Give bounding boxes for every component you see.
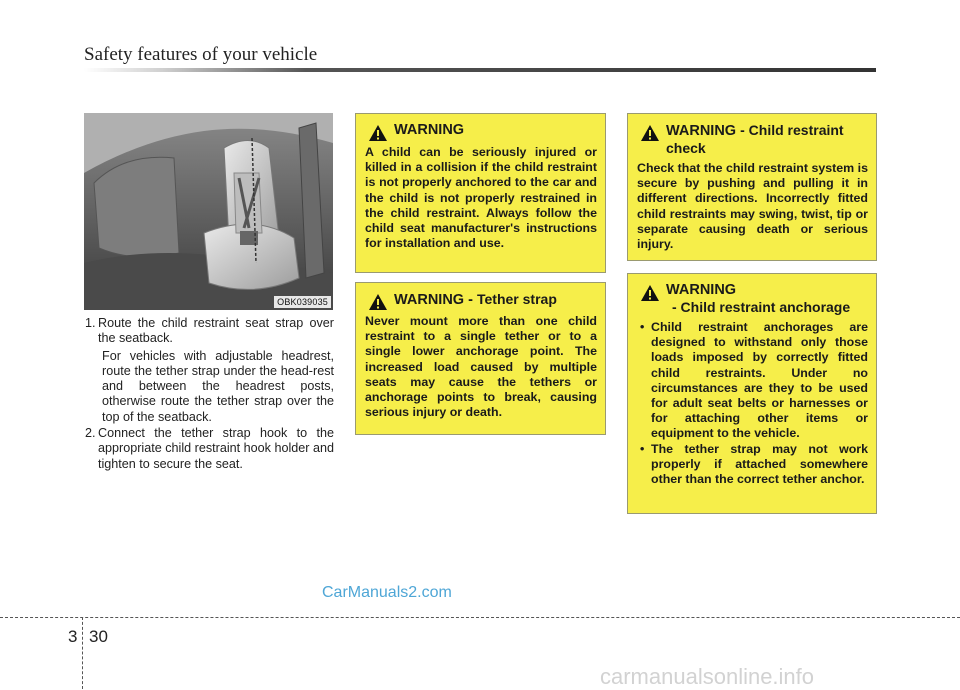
- warning-tether-strap: [355, 282, 606, 435]
- figure-label: OBK039035: [274, 296, 331, 308]
- child-seat-photo: [84, 113, 333, 310]
- warning-body: Never mount more than one child restraint to a single tether or to a single lower anchorage point. The increased load caused by multiple seats may cause the tethers or anchorage points to break, causing serious injury or death.: [365, 314, 597, 420]
- warning-subtitle: Tether strap: [477, 291, 557, 307]
- warning-title: WARNING: [394, 292, 465, 308]
- warning-title: WARNING: [666, 282, 737, 298]
- child-seat-illustration: [84, 113, 333, 310]
- bullet-marker: •: [640, 441, 645, 456]
- warning-child-injury: [355, 113, 606, 273]
- warning-header: [365, 122, 597, 142]
- warning-child-restraint-check: [627, 113, 877, 261]
- bullet-marker: •: [640, 320, 645, 334]
- warning-header: [637, 282, 868, 317]
- page-header-title: Safety features of your vehicle: [84, 44, 318, 65]
- step-1-subtext: For vehicles with adjustable headrest, route the tether strap under the head-rest and between the headrest posts, otherwise route the tether strap over the top of the seatback.: [102, 348, 334, 424]
- step-1-number: 1.: [85, 316, 96, 330]
- warning-body: Check that the child restraint system is secure by pushing and pulling it in different directions. Incorrectly fitted child restraints may swing, twist, tip or separate causing death or serious injury.: [637, 161, 868, 252]
- warning-child-restraint-anchorage: [627, 273, 877, 514]
- warning-triangle-icon: [640, 124, 660, 142]
- watermark-carmanuals2[interactable]: CarManuals2.com: [322, 584, 452, 601]
- warning-triangle-icon: [640, 284, 660, 302]
- step-2: [82, 426, 334, 472]
- footer-rule: [0, 617, 960, 618]
- list-item: [637, 320, 868, 442]
- warning-title: WARNING: [394, 122, 465, 138]
- page-number: 30: [89, 627, 108, 646]
- footer-vertical-rule: [82, 617, 83, 689]
- warning-header: [365, 291, 597, 311]
- warning-triangle-icon: [368, 124, 388, 142]
- chapter-number: 3: [68, 627, 78, 646]
- list-item: [637, 442, 868, 488]
- warning-triangle-icon: [368, 293, 388, 311]
- warning-body: A child can be seriously injured or killed in a collision if the child restraint is not properly anchored to the car and the child is not properly restrained in the child restraint. Always follow the child seat manufacturer's instructions for installation and use.: [365, 145, 597, 251]
- instructions: [82, 316, 334, 472]
- step-2-number: 2.: [85, 426, 96, 441]
- step-1: [82, 316, 334, 347]
- step-2-text: Connect the tether strap hook to the appropriate child restraint hook holder and tighten to secure the seat.: [98, 426, 334, 471]
- warning-subtitle: - Child restraint anchorage: [672, 299, 851, 315]
- watermark-carmanualsonline[interactable]: carmanualsonline.info: [600, 664, 815, 689]
- header-rule: [84, 68, 876, 72]
- warning-dash: -: [468, 292, 473, 308]
- list-item-text: Child restraint anchorages are designed to withstand only those loads imposed by correctly fitted child restraints. Under no circumstances are they to be used for adult seat belts or harnesses or for attaching other items or equipment to the vehicle.: [651, 320, 868, 441]
- warning-header: [637, 122, 868, 158]
- warning-subtitle: - Child restraint check: [666, 122, 844, 156]
- warning-title: WARNING: [666, 123, 737, 139]
- list-item-text: The tether strap may not work properly if attached somewhere other than the correct tether anchor.: [651, 441, 868, 487]
- step-1-text: Route the child restraint seat strap over the seatback.: [98, 316, 334, 346]
- warning-bullet-list: [637, 320, 868, 487]
